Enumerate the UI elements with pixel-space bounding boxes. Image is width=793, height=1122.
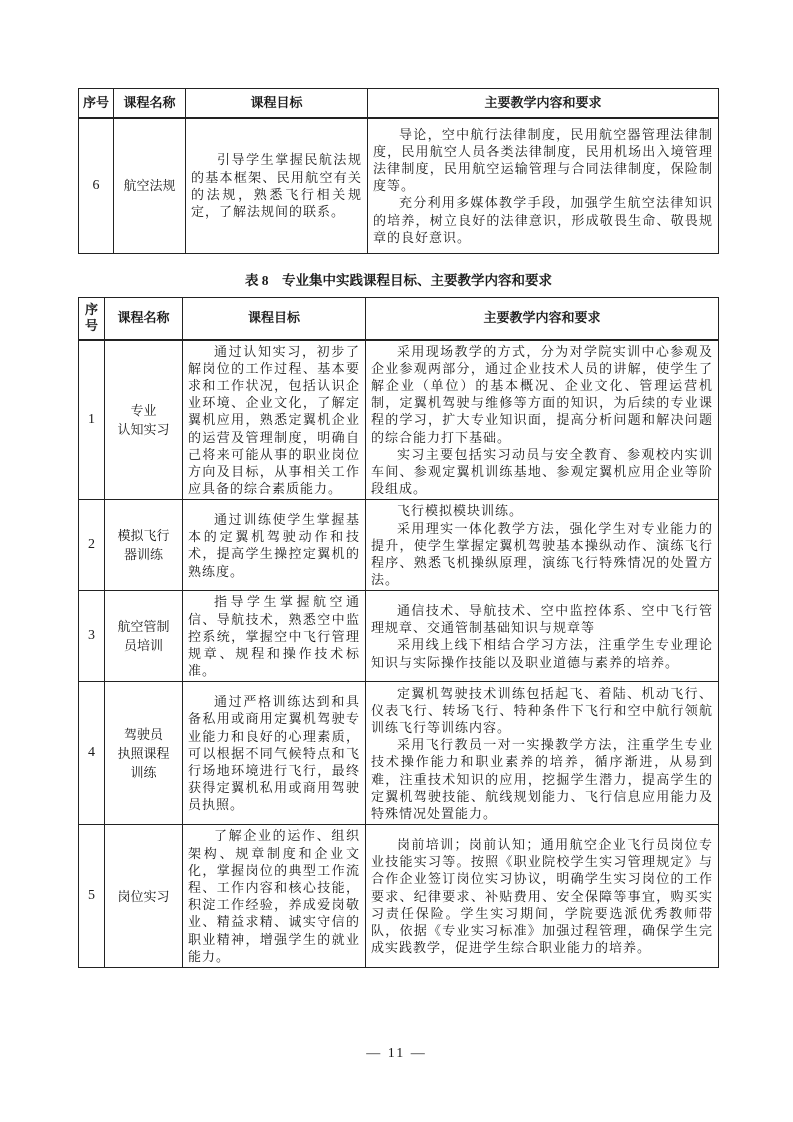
table-row: [79, 118, 719, 254]
course-name-line: 模拟飞行: [117, 528, 170, 544]
course-content: [368, 118, 719, 254]
content-paragraph: 实习主要包括实习动员与安全教育、参观校内实训车间、参观定翼机训练基地、参观定翼机应用企业等阶段组成。: [371, 446, 713, 497]
course-name: [105, 682, 183, 825]
course-name-line: 员培训: [123, 638, 163, 654]
table-row: [79, 825, 719, 968]
row-seq: 4: [79, 682, 105, 825]
content-paragraph: 采用线上线下相结合学习方法，注重学生专业理论知识与实际操作技能以及职业道德与素养的培养。: [371, 637, 713, 670]
table-row: [79, 591, 719, 682]
header-course-name: 课程名称: [105, 298, 183, 340]
course-name: [105, 591, 183, 682]
course-name-line: 专业: [130, 402, 157, 418]
header-seq: 序号: [79, 298, 105, 340]
objective-paragraph: 指导学生掌握航空通信、导航技术，熟悉空中监控系统，掌握空中飞行管理规章、规程和操作技术标准。: [188, 594, 360, 679]
course-objective: [186, 118, 368, 254]
course-objective: [183, 500, 366, 591]
row-seq: 3: [79, 591, 105, 682]
course-name: [105, 825, 183, 968]
header-objective: 课程目标: [183, 298, 366, 340]
objective-paragraph: 通过训练使学生掌握基本的定翼机驾驶动作和技术，提高学生操控定翼机的熟练度。: [188, 511, 360, 579]
objective-paragraph: 通过认知实习，初步了解岗位的工作过程、基本要求和工作状况，包括认识企业环境、企业文化，了解定翼机应用，熟悉定翼机企业的运营及管理制度，明确自己将来可能从事的职业岗位方向及目标，从事相关工作应具备的综合素质能力。: [188, 343, 360, 497]
course-name-line: 认知实习: [117, 421, 170, 437]
content-paragraph: 通信技术、导航技术、空中监控体系、空中飞行管理规章、交通管制基础知识与规章等: [371, 602, 713, 636]
content-paragraph: 岗前培训；岗前认知；通用航空企业飞行员岗位专业技能实习等。按照《职业院校学生实习管理规定》与合作企业签订岗位实习协议，明确学生实习岗位的工作要求、纪律要求、补贴费用、安全保障等事宜，购买实习责任保险。学生实习期间，学院要选派优秀教师带队，依据《专业实习标准》加强过程管理，确保学生完成实践教学，促进学生综合职业能力的培养。: [371, 836, 713, 956]
row-seq: 2: [79, 500, 105, 591]
course-objective: [183, 591, 366, 682]
header-content: 主要教学内容和要求: [368, 89, 719, 118]
table-row: [79, 682, 719, 825]
content-paragraph: 充分利用多媒体教学手段，加强学生航空法律知识的培养，树立良好的法律意识，形成敬畏生命、敬畏规章的良好意识。: [373, 195, 713, 245]
row-seq: 1: [79, 340, 105, 500]
course-name-line: 器训练: [123, 547, 163, 563]
course-table-continued: [78, 88, 719, 254]
practice-course-table: [78, 297, 719, 968]
course-objective: [183, 682, 366, 825]
objective-paragraph: 通过严格训练达到和具备私用或商用定翼机驾驶专业能力和良好的心理素质，可以根据不同气候特点和飞行场地环境进行飞行，最终获得定翼机私用或商用驾驶员执照。: [188, 694, 360, 813]
page-number: — 11 —: [366, 1046, 427, 1061]
content-paragraph: 采用理实一体化教学方法，强化学生对专业能力的提升，使学生掌握定翼机驾驶基本操纵动作、演练飞行程序、熟悉飞机操纵原理，演练飞行特殊情况的处置方法。: [371, 520, 713, 588]
content-paragraph: 采用飞行教员一对一实操教学方法，注重学生专业技术操作能力和职业素养的培养，循序渐进，从易到难，注重技术知识的应用，挖掘学生潜力，提高学生的定翼机驾驶技能、航线规划能力、飞行信息应用能力及特殊情况处置能力。: [371, 737, 713, 821]
course-name-line: 驾驶员: [123, 726, 163, 742]
table2-header-row: [79, 298, 719, 340]
course-name-line: 岗位实习: [117, 888, 170, 904]
row-seq: 6: [79, 118, 114, 254]
header-course-name: 课程名称: [114, 89, 186, 118]
header-content: 主要教学内容和要求: [366, 298, 719, 340]
course-name-line: 训练: [130, 764, 157, 780]
row-seq: 5: [79, 825, 105, 968]
content-paragraph: 采用现场教学的方式，分为对学院实训中心参观及企业参观两部分，通过企业技术人员的讲解，使学生了解企业（单位）的基本概况、企业文化、管理运营机制，定翼机驾驶与维修等方面的知识，为后续的专业课程的学习，扩大专业知识面，提高分析问题和解决问题的综合能力打下基础。: [371, 343, 713, 445]
course-name-line: 航空法规: [123, 178, 176, 194]
content-paragraph: 飞行模拟模块训练。: [397, 503, 524, 519]
course-content: [366, 825, 719, 968]
course-content: [366, 682, 719, 825]
course-name: [105, 500, 183, 591]
header-seq: 序号: [79, 89, 114, 118]
course-content: [366, 591, 719, 682]
table1-header-row: [79, 89, 719, 118]
course-name: [105, 340, 183, 500]
objective-paragraph: 引导学生掌握民航法规的基本框架、民用航空有关的法规，熟悉飞行相关规定，了解法规间的联系。: [191, 152, 362, 219]
header-objective: 课程目标: [186, 89, 368, 118]
course-content: [366, 500, 719, 591]
objective-paragraph: 了解企业的运作、组织架构、规章制度和企业文化，掌握岗位的典型工作流程、工作内容和核心技能，积淀工作经验，养成爱岗敬业、精益求精、诚实守信的职业精神，增强学生的就业能力。: [188, 828, 360, 964]
course-name: [114, 118, 186, 254]
table-row: [79, 340, 719, 500]
content-paragraph: 导论，空中航行法律制度，民用航空器管理法律制度，民用航空人员各类法律制度，民用机场出入境管理法律制度，民用航空运输管理与合同法律制度，保险制度等。: [373, 126, 713, 194]
course-content: [366, 340, 719, 500]
table-row: [79, 500, 719, 591]
course-objective: [183, 340, 366, 500]
page-content: [78, 0, 719, 968]
table8-title: 表 8 专业集中实践课程目标、主要教学内容和要求: [244, 273, 553, 288]
course-objective: [183, 825, 366, 968]
course-name-line: 执照课程: [117, 745, 170, 761]
course-name-line: 航空管制: [117, 619, 170, 635]
content-paragraph: 定翼机驾驶技术训练包括起飞、着陆、机动飞行、仪表飞行、转场飞行、特种条件下飞行和空中航行领航训练飞行等训练内容。: [371, 685, 713, 735]
